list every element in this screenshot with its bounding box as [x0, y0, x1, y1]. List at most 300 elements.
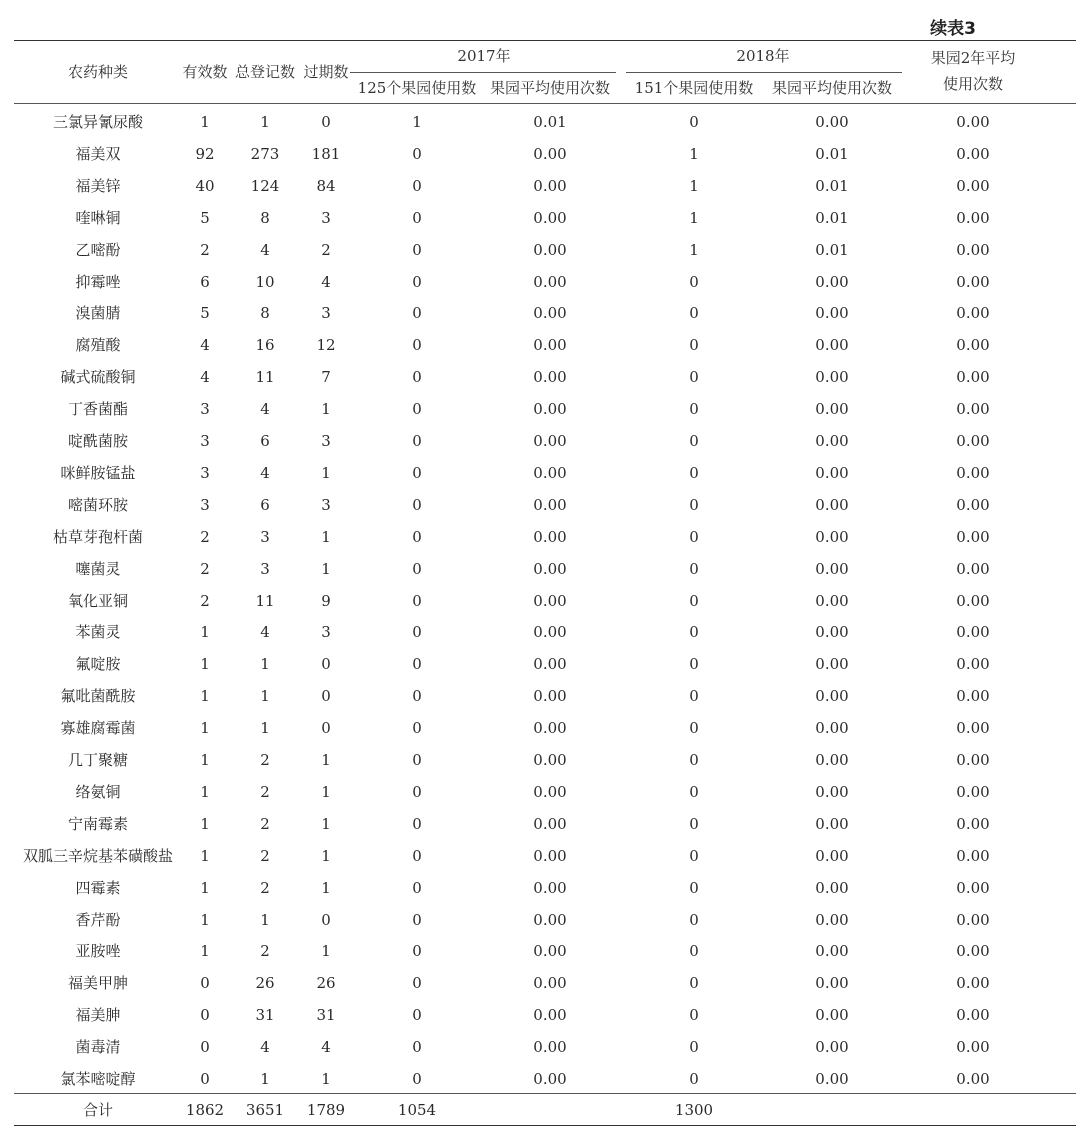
total-orchards-2017: 1054: [397, 1101, 437, 1119]
two-year-avg-cell: 0.00: [956, 144, 990, 163]
total-registered-cell: 2: [260, 878, 270, 897]
orchards-2017-cell: 0: [412, 623, 422, 642]
orchards-2018-cell: 0: [689, 432, 699, 450]
two-year-avg-cell: 0.00: [956, 655, 990, 674]
avg-2018-cell: 0.00: [815, 272, 849, 291]
expired-count-cell: 3: [321, 432, 331, 450]
effective-count-cell: 3: [200, 495, 210, 514]
total-registered-cell: 124: [250, 176, 280, 195]
avg-2018-cell: 0.00: [815, 878, 849, 897]
pesticide-name-cell: 氧化亚铜: [67, 591, 129, 610]
expired-count-cell: 3: [321, 208, 331, 227]
table-row: [0, 138, 1080, 170]
total-registered: 3651: [245, 1101, 285, 1119]
table-row: [0, 776, 1080, 808]
expired-count-cell: 0: [321, 655, 331, 674]
orchards-2018-cell: 0: [689, 846, 699, 865]
avg-2017-cell: 0.00: [533, 463, 567, 482]
total-registered-cell: 4: [260, 1038, 270, 1057]
orchards-2018-cell: 0: [689, 463, 699, 482]
avg-2017-cell: 0.00: [533, 719, 567, 738]
orchards-2017-cell: 0: [412, 1038, 422, 1057]
table-row: [0, 808, 1080, 840]
total-row: [0, 1094, 1080, 1126]
orchards-2017-cell: 0: [412, 208, 422, 227]
avg-2018-cell: 0.00: [815, 814, 849, 833]
avg-2017-cell: 0.00: [533, 782, 567, 801]
orchards-2018-cell: 0: [689, 974, 699, 993]
orchards-2017-cell: 0: [412, 910, 422, 929]
effective-count-cell: 1: [200, 719, 210, 738]
effective-count-cell: 3: [200, 463, 210, 482]
table-row: [0, 840, 1080, 872]
header-two-year-avg-line1: 果园2年平均: [930, 49, 1016, 67]
effective-count-cell: 1: [200, 846, 210, 865]
effective-count-cell: 0: [200, 1038, 210, 1057]
avg-2018-cell: 0.00: [815, 400, 849, 419]
total-effective: 1862: [185, 1101, 225, 1119]
orchards-2017-cell: 0: [412, 1070, 422, 1088]
table-row: [0, 553, 1080, 585]
avg-2017-cell: 0.00: [533, 878, 567, 897]
effective-count-cell: 2: [200, 591, 210, 610]
total-registered-cell: 1: [260, 687, 270, 706]
header-effective-count: 有效数: [182, 63, 228, 81]
table-row: [0, 202, 1080, 234]
total-registered-cell: 4: [260, 463, 270, 482]
orchards-2017-cell: 0: [412, 527, 422, 546]
orchards-2017-cell: 0: [412, 719, 422, 738]
orchards-2018-cell: 0: [689, 782, 699, 801]
avg-2017-cell: 0.00: [533, 910, 567, 929]
orchards-2018-cell: 0: [689, 878, 699, 897]
orchards-2018-cell: 0: [689, 272, 699, 291]
table-row: [0, 744, 1080, 776]
expired-count-cell: 7: [321, 368, 331, 387]
effective-count-cell: 6: [200, 272, 210, 291]
expired-count-cell: 181: [311, 144, 341, 163]
effective-count-cell: 2: [200, 240, 210, 259]
avg-2018-cell: 0.00: [815, 1006, 849, 1025]
avg-2018-cell: 0.00: [815, 655, 849, 674]
orchards-2018-cell: 0: [689, 336, 699, 355]
effective-count-cell: 1: [200, 655, 210, 674]
table-row: [0, 521, 1080, 553]
avg-2018-cell: 0.00: [815, 304, 849, 323]
total-registered-cell: 2: [260, 814, 270, 833]
orchards-2017-cell: 0: [412, 304, 422, 323]
avg-2018-cell: 0.00: [815, 113, 849, 131]
pesticide-name-cell: 福美锌: [75, 176, 121, 195]
table-caption: 续表3: [930, 19, 976, 39]
orchards-2017-cell: 0: [412, 240, 422, 259]
header-avg-2017: 果园平均使用次数: [489, 79, 611, 97]
expired-count-cell: 1: [321, 942, 331, 961]
table-row: [0, 1063, 1080, 1095]
orchards-2017-cell: 0: [412, 495, 422, 514]
orchards-2018-cell: 1: [689, 176, 699, 195]
avg-2017-cell: 0.00: [533, 176, 567, 195]
total-registered-cell: 6: [260, 495, 270, 514]
avg-2017-cell: 0.00: [533, 623, 567, 642]
effective-count-cell: 1: [200, 814, 210, 833]
effective-count-cell: 40: [195, 176, 215, 195]
pesticide-name-cell: 腐殖酸: [75, 336, 121, 355]
effective-count-cell: 1: [200, 878, 210, 897]
expired-count-cell: 31: [316, 1006, 336, 1025]
total-registered-cell: 2: [260, 782, 270, 801]
total-registered-cell: 3: [260, 559, 270, 578]
orchards-2017-cell: 0: [412, 176, 422, 195]
orchards-2018-cell: 0: [689, 719, 699, 738]
effective-count-cell: 4: [200, 336, 210, 355]
expired-count-cell: 0: [321, 687, 331, 706]
orchards-2017-cell: 0: [412, 1006, 422, 1025]
two-year-avg-cell: 0.00: [956, 432, 990, 450]
table-row: [0, 234, 1080, 266]
total-label: 合计: [82, 1101, 114, 1119]
total-registered-cell: 16: [255, 336, 275, 355]
avg-2017-cell: 0.00: [533, 304, 567, 323]
expired-count-cell: 4: [321, 1038, 331, 1057]
expired-count-cell: 1: [321, 463, 331, 482]
effective-count-cell: 3: [200, 432, 210, 450]
pesticide-name-cell: 福美双: [75, 144, 121, 163]
avg-2017-cell: 0.00: [533, 1038, 567, 1057]
avg-2017-cell: 0.01: [533, 113, 567, 131]
total-registered-cell: 6: [260, 432, 270, 450]
header-year-2018: 2018年: [736, 47, 790, 65]
table-row: [0, 585, 1080, 617]
orchards-2017-cell: 0: [412, 846, 422, 865]
table-row: [0, 393, 1080, 425]
pesticide-name-cell: 噻菌灵: [75, 559, 121, 578]
total-registered-cell: 1: [260, 113, 270, 131]
total-registered-cell: 10: [255, 272, 275, 291]
orchards-2018-cell: 1: [689, 144, 699, 163]
expired-count-cell: 0: [321, 719, 331, 738]
orchards-2017-cell: 0: [412, 942, 422, 961]
header-bottom-rule: [14, 103, 1076, 104]
year-2018-underline: [626, 72, 902, 73]
avg-2017-cell: 0.00: [533, 208, 567, 227]
header-year-2017: 2017年: [457, 47, 511, 65]
effective-count-cell: 1: [200, 910, 210, 929]
orchards-2017-cell: 0: [412, 144, 422, 163]
table-row: [0, 489, 1080, 521]
two-year-avg-cell: 0.00: [956, 208, 990, 227]
total-registered-cell: 8: [260, 208, 270, 227]
pesticide-name-cell: 氟吡菌酰胺: [60, 687, 136, 706]
avg-2018-cell: 0.00: [815, 623, 849, 642]
orchards-2018-cell: 0: [689, 751, 699, 769]
avg-2018-cell: 0.00: [815, 719, 849, 738]
pesticide-name-cell: 福美甲胂: [67, 974, 129, 993]
avg-2018-cell: 0.01: [815, 240, 849, 259]
orchards-2018-cell: 0: [689, 113, 699, 131]
expired-count-cell: 3: [321, 304, 331, 323]
pesticide-name-cell: 福美胂: [75, 1006, 121, 1025]
orchards-2017-cell: 0: [412, 814, 422, 833]
two-year-avg-cell: 0.00: [956, 559, 990, 578]
avg-2017-cell: 0.00: [533, 559, 567, 578]
pesticide-name-cell: 抑霉唑: [75, 272, 121, 291]
avg-2017-cell: 0.00: [533, 432, 567, 450]
two-year-avg-cell: 0.00: [956, 719, 990, 738]
orchards-2018-cell: 0: [689, 304, 699, 323]
avg-2017-cell: 0.00: [533, 814, 567, 833]
pesticide-name-cell: 络氨铜: [75, 782, 121, 801]
two-year-avg-cell: 0.00: [956, 974, 990, 993]
avg-2018-cell: 0.00: [815, 527, 849, 546]
year-2017-underline: [350, 72, 616, 73]
orchards-2018-cell: 0: [689, 1006, 699, 1025]
pesticide-name-cell: 喹啉铜: [75, 208, 121, 227]
total-registered-cell: 3: [260, 527, 270, 546]
expired-count-cell: 1: [321, 878, 331, 897]
avg-2017-cell: 0.00: [533, 144, 567, 163]
header-two-year-avg-line2: 使用次数: [942, 75, 1004, 93]
avg-2018-cell: 0.00: [815, 559, 849, 578]
header-total-registered: 总登记数: [234, 63, 296, 81]
table-row: [0, 266, 1080, 298]
orchards-2017-cell: 0: [412, 368, 422, 387]
expired-count-cell: 1: [321, 527, 331, 546]
total-registered-cell: 31: [255, 1006, 275, 1025]
total-registered-cell: 1: [260, 910, 270, 929]
two-year-avg-cell: 0.00: [956, 368, 990, 387]
pesticide-name-cell: 双胍三辛烷基苯磺酸盐: [22, 846, 174, 865]
orchards-2017-cell: 0: [412, 751, 422, 769]
total-registered-cell: 4: [260, 623, 270, 642]
effective-count-cell: 3: [200, 400, 210, 419]
orchards-2017-cell: 0: [412, 432, 422, 450]
two-year-avg-cell: 0.00: [956, 591, 990, 610]
expired-count-cell: 3: [321, 623, 331, 642]
effective-count-cell: 1: [200, 687, 210, 706]
pesticide-name-cell: 宁南霉素: [67, 814, 129, 833]
avg-2017-cell: 0.00: [533, 272, 567, 291]
effective-count-cell: 1: [200, 751, 210, 769]
two-year-avg-cell: 0.00: [956, 846, 990, 865]
orchards-2018-cell: 0: [689, 687, 699, 706]
effective-count-cell: 1: [200, 942, 210, 961]
total-registered-cell: 1: [260, 1070, 270, 1088]
table-row: [0, 712, 1080, 744]
header-orchards-2017: 125个果园使用数: [357, 79, 477, 97]
avg-2017-cell: 0.00: [533, 336, 567, 355]
expired-count-cell: 1: [321, 846, 331, 865]
table-row: [0, 999, 1080, 1031]
total-registered-cell: 273: [250, 144, 280, 163]
two-year-avg-cell: 0.00: [956, 751, 990, 769]
avg-2017-cell: 0.00: [533, 655, 567, 674]
total-registered-cell: 2: [260, 942, 270, 961]
bottom-rule: [14, 1125, 1076, 1126]
pesticide-name-cell: 三氯异氰尿酸: [52, 113, 144, 131]
avg-2018-cell: 0.00: [815, 1070, 849, 1088]
total-registered-cell: 11: [255, 591, 275, 610]
effective-count-cell: 4: [200, 368, 210, 387]
orchards-2017-cell: 0: [412, 400, 422, 419]
effective-count-cell: 5: [200, 208, 210, 227]
pesticide-name-cell: 枯草芽孢杆菌: [52, 527, 144, 546]
avg-2017-cell: 0.00: [533, 400, 567, 419]
table-row: [0, 361, 1080, 393]
two-year-avg-cell: 0.00: [956, 400, 990, 419]
effective-count-cell: 0: [200, 1070, 210, 1088]
table-row: [0, 329, 1080, 361]
two-year-avg-cell: 0.00: [956, 1006, 990, 1025]
two-year-avg-cell: 0.00: [956, 942, 990, 961]
effective-count-cell: 2: [200, 559, 210, 578]
orchards-2018-cell: 0: [689, 1070, 699, 1088]
pesticide-name-cell: 菌毒清: [75, 1038, 121, 1057]
effective-count-cell: 1: [200, 623, 210, 642]
two-year-avg-cell: 0.00: [956, 878, 990, 897]
avg-2018-cell: 0.00: [815, 336, 849, 355]
avg-2018-cell: 0.00: [815, 432, 849, 450]
expired-count-cell: 1: [321, 814, 331, 833]
effective-count-cell: 1: [200, 782, 210, 801]
orchards-2018-cell: 0: [689, 495, 699, 514]
expired-count-cell: 0: [321, 910, 331, 929]
header-orchards-2018: 151个果园使用数: [634, 79, 754, 97]
avg-2017-cell: 0.00: [533, 974, 567, 993]
pesticide-name-cell: 咪鲜胺锰盐: [60, 463, 136, 482]
avg-2017-cell: 0.00: [533, 591, 567, 610]
expired-count-cell: 1: [321, 559, 331, 578]
orchards-2018-cell: 0: [689, 559, 699, 578]
avg-2017-cell: 0.00: [533, 846, 567, 865]
avg-2017-cell: 0.00: [533, 751, 567, 769]
top-rule: [14, 40, 1076, 41]
expired-count-cell: 9: [321, 591, 331, 610]
header-pesticide-type: 农药种类: [67, 63, 129, 81]
orchards-2017-cell: 0: [412, 782, 422, 801]
orchards-2018-cell: 0: [689, 910, 699, 929]
orchards-2017-cell: 0: [412, 559, 422, 578]
table-row: [0, 297, 1080, 329]
table-row: [0, 872, 1080, 904]
table-row: [0, 425, 1080, 457]
two-year-avg-cell: 0.00: [956, 304, 990, 323]
orchards-2018-cell: 0: [689, 814, 699, 833]
table-row: [0, 680, 1080, 712]
table-row: [0, 170, 1080, 202]
expired-count-cell: 84: [316, 176, 336, 195]
pesticide-name-cell: 四霉素: [75, 878, 121, 897]
avg-2017-cell: 0.00: [533, 1006, 567, 1025]
orchards-2017-cell: 0: [412, 878, 422, 897]
pesticide-name-cell: 嘧菌环胺: [67, 495, 129, 514]
two-year-avg-cell: 0.00: [956, 113, 990, 131]
avg-2018-cell: 0.00: [815, 495, 849, 514]
avg-2018-cell: 0.00: [815, 1038, 849, 1057]
table-row: [0, 648, 1080, 680]
avg-2018-cell: 0.00: [815, 910, 849, 929]
orchards-2017-cell: 1: [412, 113, 422, 131]
avg-2017-cell: 0.00: [533, 240, 567, 259]
pesticide-name-cell: 氯苯嘧啶醇: [60, 1070, 136, 1088]
avg-2018-cell: 0.00: [815, 942, 849, 961]
total-registered-cell: 2: [260, 751, 270, 769]
orchards-2017-cell: 0: [412, 463, 422, 482]
avg-2017-cell: 0.00: [533, 687, 567, 706]
total-registered-cell: 11: [255, 368, 275, 387]
pesticide-name-cell: 寡雄腐霉菌: [60, 719, 136, 738]
pesticide-name-cell: 啶酰菌胺: [67, 432, 129, 450]
two-year-avg-cell: 0.00: [956, 463, 990, 482]
pesticide-name-cell: 丁香菌酯: [67, 400, 129, 419]
avg-2018-cell: 0.01: [815, 176, 849, 195]
effective-count-cell: 2: [200, 527, 210, 546]
orchards-2018-cell: 0: [689, 942, 699, 961]
two-year-avg-cell: 0.00: [956, 1038, 990, 1057]
avg-2017-cell: 0.00: [533, 942, 567, 961]
expired-count-cell: 1: [321, 1070, 331, 1088]
avg-2018-cell: 0.00: [815, 368, 849, 387]
two-year-avg-cell: 0.00: [956, 240, 990, 259]
effective-count-cell: 1: [200, 113, 210, 131]
table-row: [0, 935, 1080, 967]
expired-count-cell: 12: [316, 336, 336, 355]
two-year-avg-cell: 0.00: [956, 336, 990, 355]
total-registered-cell: 1: [260, 719, 270, 738]
expired-count-cell: 1: [321, 751, 331, 769]
avg-2017-cell: 0.00: [533, 1070, 567, 1088]
total-expired: 1789: [306, 1101, 346, 1119]
pesticide-name-cell: 碱式硫酸铜: [60, 368, 136, 387]
total-registered-cell: 26: [255, 974, 275, 993]
table-row: [0, 616, 1080, 648]
two-year-avg-cell: 0.00: [956, 1070, 990, 1088]
pesticide-name-cell: 乙嘧酚: [75, 240, 121, 259]
expired-count-cell: 2: [321, 240, 331, 259]
avg-2018-cell: 0.00: [815, 463, 849, 482]
effective-count-cell: 0: [200, 974, 210, 993]
two-year-avg-cell: 0.00: [956, 814, 990, 833]
two-year-avg-cell: 0.00: [956, 687, 990, 706]
pesticide-name-cell: 几丁聚糖: [67, 751, 129, 769]
pesticide-name-cell: 香芹酚: [75, 910, 121, 929]
effective-count-cell: 92: [195, 144, 215, 163]
orchards-2017-cell: 0: [412, 336, 422, 355]
expired-count-cell: 0: [321, 113, 331, 131]
avg-2018-cell: 0.01: [815, 144, 849, 163]
two-year-avg-cell: 0.00: [956, 910, 990, 929]
expired-count-cell: 3: [321, 495, 331, 514]
orchards-2018-cell: 1: [689, 208, 699, 227]
total-orchards-2018: 1300: [674, 1101, 714, 1119]
avg-2018-cell: 0.00: [815, 974, 849, 993]
two-year-avg-cell: 0.00: [956, 527, 990, 546]
two-year-avg-cell: 0.00: [956, 176, 990, 195]
pesticide-name-cell: 亚胺唑: [75, 942, 121, 961]
orchards-2017-cell: 0: [412, 687, 422, 706]
total-registered-cell: 4: [260, 240, 270, 259]
header-expired-count: 过期数: [303, 63, 349, 81]
two-year-avg-cell: 0.00: [956, 495, 990, 514]
orchards-2018-cell: 0: [689, 591, 699, 610]
orchards-2018-cell: 0: [689, 400, 699, 419]
table-row: [0, 904, 1080, 936]
avg-2018-cell: 0.00: [815, 782, 849, 801]
orchards-2017-cell: 0: [412, 974, 422, 993]
total-registered-cell: 1: [260, 655, 270, 674]
effective-count-cell: 0: [200, 1006, 210, 1025]
orchards-2018-cell: 1: [689, 240, 699, 259]
